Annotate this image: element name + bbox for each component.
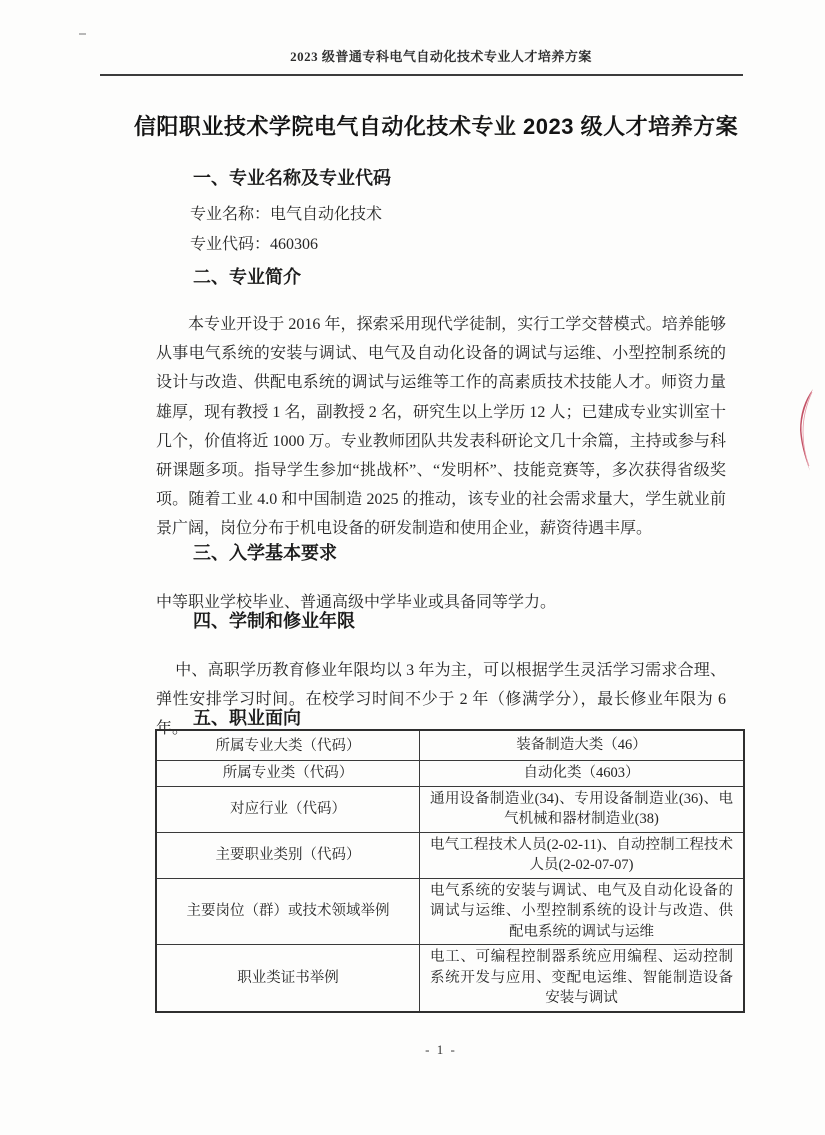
scan-artifact-dash: [79, 33, 86, 35]
running-header: 2023 级普通专科电气自动化技术专业人才培养方案: [290, 49, 592, 64]
major-code-line: 专业代码：460306: [190, 236, 319, 253]
career-table-label-cell: 所属专业大类（代码）: [156, 730, 420, 761]
career-table-label-cell: 职业类证书举例: [156, 945, 420, 1013]
major-name-line: 专业名称：电气自动化技术: [190, 206, 383, 223]
study-duration-paragraph: 中、高职学历教育修业年限均以 3 年为主，可以根据学生灵活学习需求合理、弹性安排学习时间。在校学习时间不少于 2 年（修满学分），最长修业年限为 6 年。: [156, 662, 726, 738]
table-row: [156, 945, 744, 1013]
section-5-heading: 五、职业面向: [193, 708, 301, 728]
table-row: [156, 786, 744, 832]
header-divider: [100, 74, 743, 76]
document-title: 信阳职业技术学院电气自动化技术专业 2023 级人才培养方案: [133, 113, 739, 139]
table-row: [156, 730, 744, 761]
page-number: - 1 -: [425, 1042, 457, 1057]
table-row: [156, 832, 744, 878]
career-table-label-cell: 所属专业类（代码）: [156, 761, 420, 787]
career-table-value-cell: 自动化类（4603）: [420, 761, 745, 787]
career-table-value-cell: 电气系统的安装与调试、电气及自动化设备的调试与运维、小型控制系统的设计与改造、供配电系统的调试与运维: [420, 878, 745, 945]
career-orientation-table: [155, 729, 745, 1013]
career-table-value-cell: 电工、可编程控制器系统应用编程、运动控制系统开发与应用、变配电运维、智能制造设备安装与调试: [420, 945, 745, 1013]
entry-requirements-paragraph: 中等职业学校毕业、普通高级中学毕业或具备同等学力。: [156, 594, 557, 611]
section-2-heading: 二、专业简介: [193, 267, 301, 287]
red-stamp-edge-artifact: [794, 386, 818, 474]
table-row: [156, 761, 744, 787]
major-introduction-paragraph: 本专业开设于 2016 年，探索采用现代学徒制，实行工学交替模式。培养能够从事电气系统的安装与调试、电气及自动化设备的调试与运维、小型控制系统的设计与改造、供配电系统的调试与运维等工作的高素质技术技能人才。师资力量雄厚，现有教授 1 名，副教授 2 名，研究生以上学历 12 人；已建成专业实训室十几个，价值将近 1000 万。专业教师团队共发表科研论文几十余篇，主持或参与科研课题多项。指导学生参加“挑战杯”、“发明杯”、技能竞赛等，多次获得省级奖项。随着工业 4.0 和中国制造 2025 的推动，该专业的社会需求量大，学生就业前景广阔，岗位分布于机电设备的研发制造和使用企业，薪资待遇丰厚。: [156, 316, 726, 538]
section-4-heading: 四、学制和修业年限: [193, 611, 355, 631]
career-table-label-cell: 主要职业类别（代码）: [156, 832, 420, 878]
career-table-label-cell: 对应行业（代码）: [156, 786, 420, 832]
career-table-value-cell: 电气工程技术人员(2-02-11)、自动控制工程技术人员(2-02-07-07): [420, 832, 745, 878]
section-1-heading: 一、专业名称及专业代码: [193, 168, 391, 188]
table-row: [156, 878, 744, 945]
section-3-heading: 三、入学基本要求: [193, 543, 337, 563]
career-table-value-cell: 通用设备制造业(34)、专用设备制造业(36)、电气机械和器材制造业(38): [420, 786, 745, 832]
career-table-value-cell: 装备制造大类（46）: [420, 730, 745, 761]
career-table-label-cell: 主要岗位（群）或技术领域举例: [156, 878, 420, 945]
